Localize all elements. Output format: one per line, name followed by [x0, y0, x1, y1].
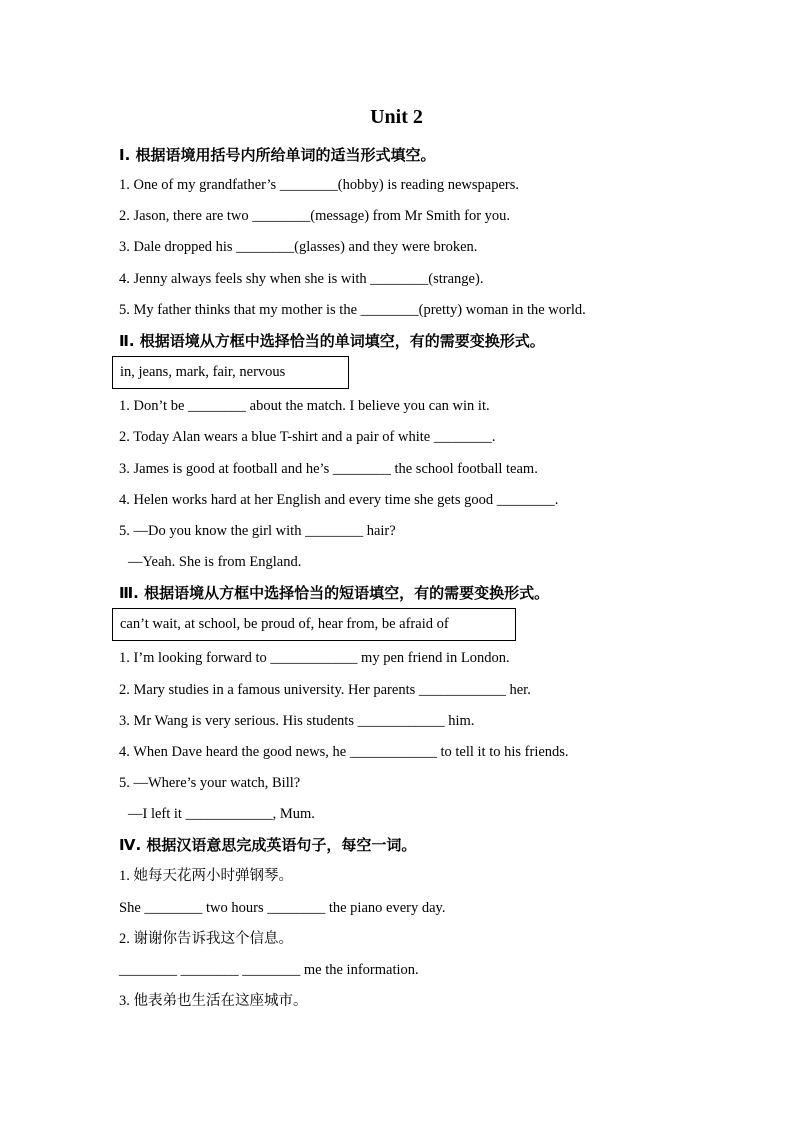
section-2-item-3: 3. James is good at football and he’s ________ the school football team.	[119, 461, 538, 477]
section-2-item-2: 2. Today Alan wears a blue T-shirt and a pair of white ________.	[119, 429, 496, 445]
section-3-item-2: 2. Mary studies in a famous university. Her parents ____________ her.	[119, 682, 531, 698]
section-3-item-4: 4. When Dave heard the good news, he ____________ to tell it to his friends.	[119, 744, 569, 760]
section-3-item-5: 5. —Where’s your watch, Bill?	[119, 775, 301, 791]
section-3-item-1: 1. I’m looking forward to ____________ my pen friend in London.	[119, 650, 510, 666]
section-4-heading: Ⅳ. 根据汉语意思完成英语句子，每空一词。	[119, 836, 417, 854]
section-2-heading: Ⅱ. 根据语境从方框中选择恰当的单词填空，有的需要变换形式。	[119, 332, 545, 350]
section-4-item-2-english: ________ ________ ________ me the information.	[119, 962, 419, 978]
section-2-item-1: 1. Don’t be ________ about the match. I believe you can win it.	[119, 398, 490, 414]
page-title: Unit 2	[370, 106, 423, 128]
section-1-heading: Ⅰ. 根据语境用括号内所给单词的适当形式填空。	[119, 146, 436, 164]
section-1-item-4: 4. Jenny always feels shy when she is with ________(strange).	[119, 271, 484, 287]
section-4-item-1-chinese: 1. 她每天花两小时弹钢琴。	[119, 868, 293, 884]
section-1-item-3: 3. Dale dropped his ________(glasses) and they were broken.	[119, 239, 478, 255]
word-box: in, jeans, mark, fair, nervous	[112, 356, 349, 389]
phrase-box: can’t wait, at school, be proud of, hear from, be afraid of	[112, 608, 516, 641]
section-1-item-2: 2. Jason, there are two ________(message) from Mr Smith for you.	[119, 208, 511, 224]
section-4-item-1-english: She ________ two hours ________ the piano every day.	[119, 900, 446, 916]
section-3-item-5-reply: —I left it ____________, Mum.	[128, 806, 315, 822]
section-2-item-5: 5. —Do you know the girl with ________ hair?	[119, 523, 396, 539]
section-2-item-4: 4. Helen works hard at her English and every time she gets good ________.	[119, 492, 559, 508]
section-3-item-3: 3. Mr Wang is very serious. His students ____________ him.	[119, 713, 475, 729]
section-1-item-1: 1. One of my grandfather’s ________(hobby) is reading newspapers.	[119, 177, 519, 193]
section-3-heading: Ⅲ. 根据语境从方框中选择恰当的短语填空，有的需要变换形式。	[119, 584, 550, 602]
section-4-item-2-chinese: 2. 谢谢你告诉我这个信息。	[119, 931, 293, 947]
section-4-item-3-chinese: 3. 他表弟也生活在这座城市。	[119, 993, 308, 1009]
section-1-item-5: 5. My father thinks that my mother is the ________(pretty) woman in the world.	[119, 302, 586, 318]
section-2-item-5-reply: —Yeah. She is from England.	[128, 554, 302, 570]
